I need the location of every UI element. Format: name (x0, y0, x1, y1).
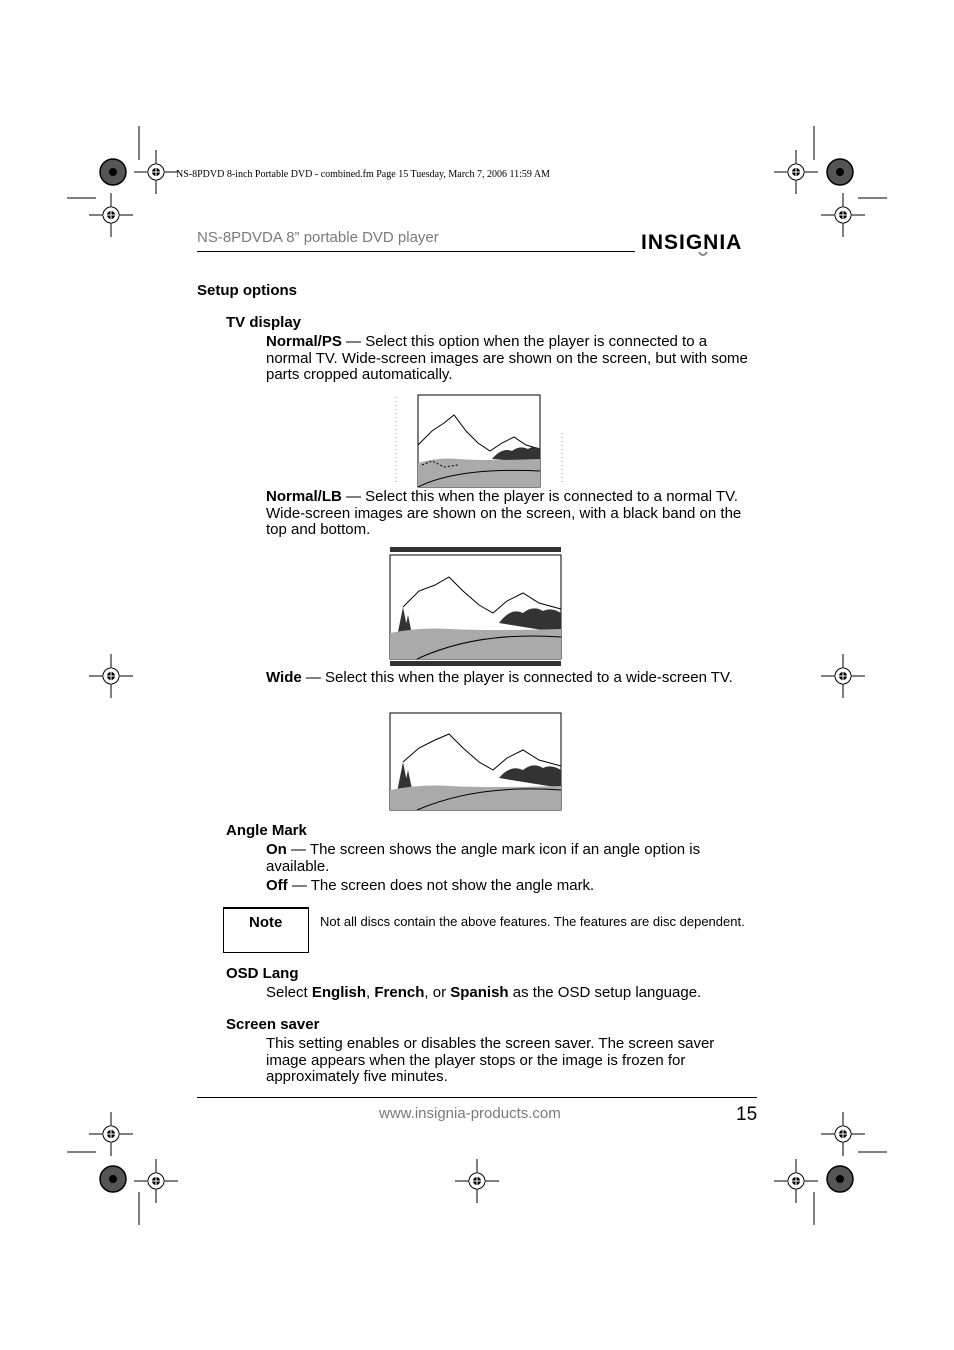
tv-display-heading: TV display (226, 314, 302, 331)
wide-term: Wide (266, 669, 302, 686)
normal-lb-paragraph (266, 489, 756, 539)
osd-lang-pre: Select (266, 984, 312, 1001)
angle-mark-heading: Angle Mark (226, 822, 307, 839)
angle-on-paragraph (266, 842, 756, 875)
normal-lb-text: — Select this when the player is connected to a normal TV. Wide-screen images are shown on the screen, with a black band on the top and bottom. (266, 488, 742, 538)
osd-lang-sep1: , (366, 984, 375, 1001)
header-title: NS-8PDVDA 8” portable DVD player (197, 229, 439, 246)
normal-ps-illustration (392, 393, 567, 489)
note-text: Not all discs contain the above features. The features are disc dependent. (320, 914, 745, 929)
insignia-logo (641, 228, 761, 260)
osd-lang-spanish: Spanish (450, 984, 509, 1001)
page-number: 15 (736, 1104, 758, 1125)
osd-lang-sep2: , or (424, 984, 451, 1001)
osd-lang-english: English (311, 984, 367, 1001)
screen-saver-paragraph: This setting enables or disables the screen saver. The screen saver image appears when the player stops or the image is frozen for approximately five minutes. (266, 1035, 715, 1085)
file-slug: NS-8PDVD 8-inch Portable DVD - combined.fm Page 15 Tuesday, March 7, 2006 11:59 AM (176, 169, 550, 180)
angle-off-paragraph (266, 878, 756, 895)
header-rule (197, 251, 635, 252)
osd-lang-post: as the OSD setup language. (508, 984, 702, 1001)
screen-saver-heading: Screen saver (226, 1016, 320, 1033)
wide-text: — Select this when the player is connected to a wide-screen TV. (301, 669, 733, 686)
note-label: Note (249, 914, 283, 931)
footer-rule (197, 1097, 757, 1098)
footer-url[interactable]: www.insignia-products.com (379, 1105, 561, 1122)
angle-on-term: On (266, 841, 287, 858)
section-title: Setup options (197, 282, 297, 299)
angle-off-term: Off (266, 877, 288, 894)
normal-ps-paragraph (266, 334, 756, 384)
angle-on-text: — The screen shows the angle mark icon if an angle option is available. (266, 841, 701, 875)
insignia-logo-text: INSIGNIA (641, 231, 743, 254)
normal-ps-term: Normal/PS (266, 333, 342, 350)
normal-ps-text: — Select this option when the player is connected to a normal TV. Wide-screen images are shown on the screen, but with some parts cropped automatically. (266, 333, 748, 383)
normal-lb-term: Normal/LB (266, 488, 342, 505)
osd-lang-paragraph (266, 985, 756, 1002)
wide-illustration (389, 712, 564, 812)
osd-lang-heading: OSD Lang (226, 965, 299, 982)
wide-paragraph (266, 670, 756, 687)
osd-lang-french: French (374, 984, 425, 1001)
normal-lb-illustration (389, 547, 564, 667)
angle-off-text: — The screen does not show the angle mark. (287, 877, 595, 894)
